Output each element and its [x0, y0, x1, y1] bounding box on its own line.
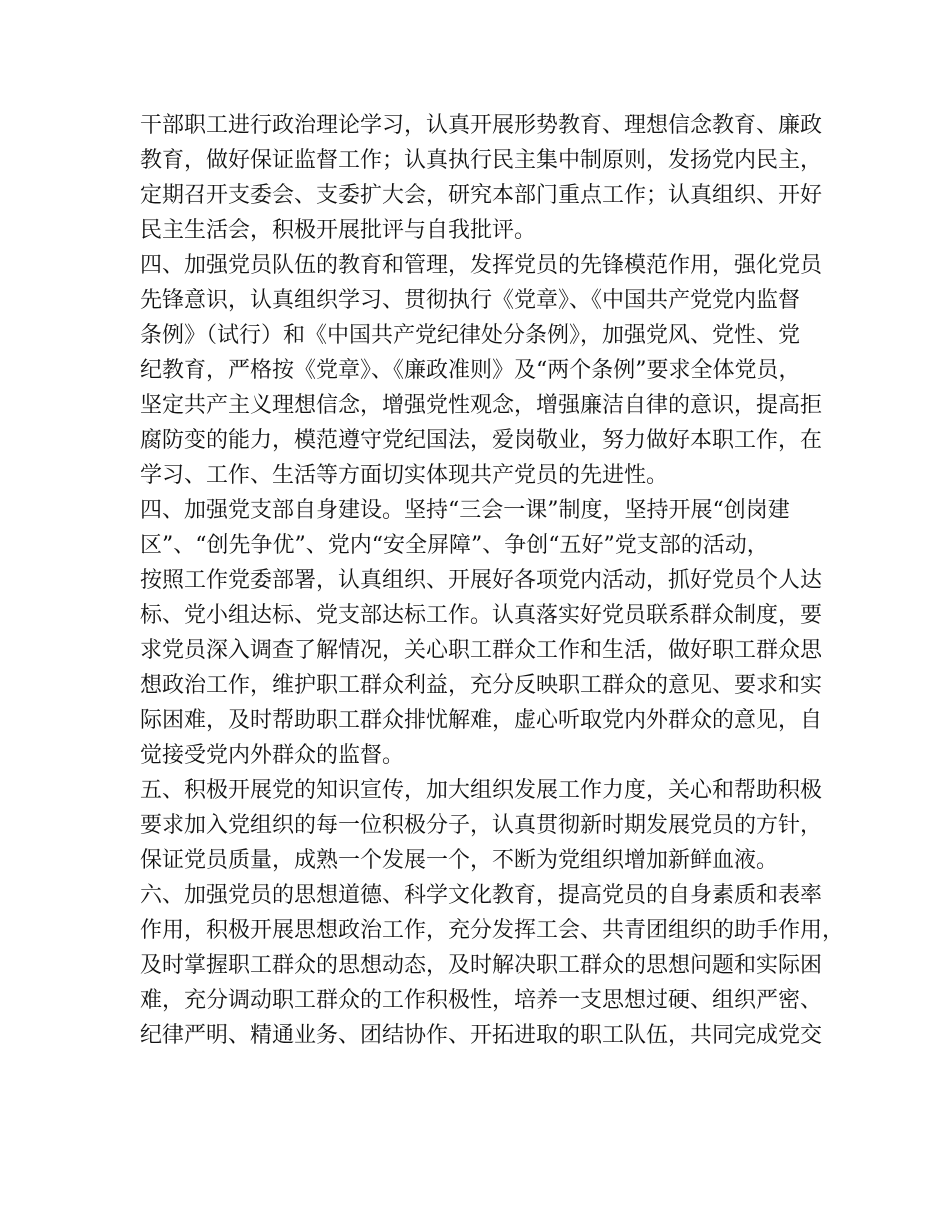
text-line: 教育，做好保证监督工作；认真执行民主集中制原则，发扬党内民主， — [140, 148, 823, 173]
text-line: 作用，积极开展思想政治工作，充分发挥工会、共青团组织的助手作用， — [140, 918, 845, 943]
text-line: 纪律严明、精通业务、团结协作、开拓进取的职工队伍，共同完成党交 — [140, 1023, 823, 1048]
text-line: 定期召开支委会、支委扩大会，研究本部门重点工作；认真组织、开好 — [140, 183, 823, 208]
text-line: 区”、“创先争优”、党内“安全屏障”、争创“五好”党支部的活动， — [140, 533, 769, 558]
text-line: 先锋意识，认真组织学习、贯彻执行《党章》、《中国共产党党内监督 — [140, 288, 801, 313]
paragraph-3 — [140, 493, 825, 773]
text-line: 保证党员质量，成熟一个发展一个，不断为党组织增加新鲜血液。 — [140, 848, 779, 873]
text-line: 四、加强党支部自身建设。坚持“三会一课”制度，坚持开展“创岗建 — [140, 498, 790, 523]
text-line: 坚定共产主义理想信念，增强党性观念，增强廉洁自律的意识，提高拒 — [140, 393, 823, 418]
document-body — [140, 108, 845, 1053]
text-line: 难，充分调动职工群众的工作积极性，培养一支思想过硬、组织严密、 — [140, 988, 823, 1013]
text-line: 标、党小组达标、党支部达标工作。认真落实好党员联系群众制度，要 — [140, 603, 823, 628]
paragraph-5 — [140, 878, 845, 1053]
text-line: 觉接受党内外群众的监督。 — [140, 743, 405, 768]
text-line: 六、加强党员的思想道德、科学文化教育，提高党员的自身素质和表率 — [140, 883, 823, 908]
text-line: 民主生活会，积极开展批评与自我批评。 — [140, 218, 537, 243]
text-line: 四、加强党员队伍的教育和管理，发挥党员的先锋模范作用，强化党员 — [140, 253, 823, 278]
text-line: 条例》（试行）和《中国共产党纪律处分条例》，加强党风、党性、党 — [140, 323, 801, 348]
text-line: 按照工作党委部署，认真组织、开展好各项党内活动，抓好党员个人达 — [140, 568, 823, 593]
text-line: 纪教育，严格按《党章》、《廉政准则》及“两个条例”要求全体党员， — [140, 358, 801, 383]
text-line: 学习、工作、生活等方面切实体现共产党员的先进性。 — [140, 463, 669, 488]
text-line: 想政治工作，维护职工群众利益，充分反映职工群众的意见、要求和实 — [140, 673, 823, 698]
text-line: 际困难，及时帮助职工群众排忧解难，虚心听取党内外群众的意见，自 — [140, 708, 823, 733]
text-line: 要求加入党组织的每一位积极分子，认真贯彻新时期发展党员的方针， — [140, 813, 823, 838]
text-line: 五、积极开展党的知识宣传，加大组织发展工作力度，关心和帮助积极 — [140, 778, 823, 803]
text-line: 干部职工进行政治理论学习，认真开展形势教育、理想信念教育、廉政 — [140, 113, 823, 138]
text-line: 腐防变的能力，模范遵守党纪国法，爱岗敬业，努力做好本职工作，在 — [140, 428, 823, 453]
paragraph-4 — [140, 773, 825, 878]
text-line: 求党员深入调查了解情况，关心职工群众工作和生活，做好职工群众思 — [140, 638, 823, 663]
paragraph-1 — [140, 108, 825, 248]
paragraph-2 — [140, 248, 825, 493]
text-line: 及时掌握职工群众的思想动态，及时解决职工群众的思想问题和实际困 — [140, 953, 823, 978]
